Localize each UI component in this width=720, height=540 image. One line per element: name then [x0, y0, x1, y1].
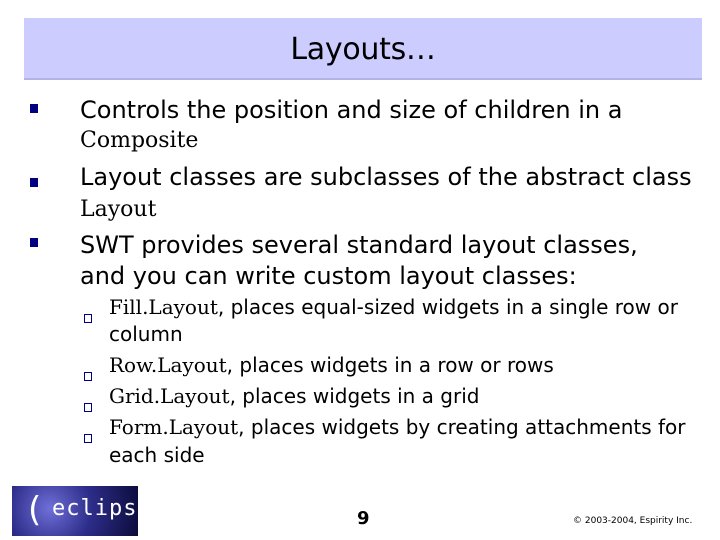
hollow-square-bullet-icon: [84, 314, 92, 323]
bullet-3-line-2: and you can write custom layout classes:: [80, 262, 577, 290]
description: , places widgets in a grid: [229, 384, 480, 408]
page-number: 9: [357, 508, 370, 529]
title-bar: [24, 18, 702, 80]
bullet-3-line-1: SWT provides several standard layout classes,: [80, 231, 638, 259]
bullet-2-line-1: Layout classes are subclasses of the abstract class: [80, 163, 692, 191]
square-bullet-icon: [30, 238, 38, 247]
description: , places equal-sized widgets in a single row or: [217, 295, 678, 319]
hollow-square-bullet-icon: [84, 372, 92, 381]
description: , places widgets by creating attachments for: [238, 415, 686, 439]
class-name: Fill.Layout: [109, 295, 218, 319]
logo-text: eclipse: [52, 496, 152, 521]
sub-bullet-3-line-1: [109, 381, 709, 411]
sub-bullet-4-line-1: [109, 412, 709, 442]
class-name: Form.Layout: [109, 415, 239, 439]
class-name: Grid.Layout: [109, 384, 230, 408]
square-bullet-icon: [30, 104, 38, 113]
sub-bullet-1-line-1: [109, 292, 709, 322]
description: , places widgets in a row or rows: [226, 353, 554, 377]
bullet-1-line-2: Composite: [80, 128, 199, 153]
bullet-2-line-2: Layout: [80, 197, 157, 222]
sub-bullet-1-line-2: column: [109, 322, 183, 346]
sub-bullet-4-line-2: each side: [109, 443, 205, 467]
hollow-square-bullet-icon: [84, 403, 92, 412]
logo-arc-icon: (: [28, 490, 42, 530]
square-bullet-icon: [30, 178, 38, 187]
bullet-1-line-1: Controls the position and size of children in a: [80, 96, 623, 124]
class-name: Row.Layout: [109, 353, 227, 377]
eclipse-logo: [12, 486, 152, 536]
hollow-square-bullet-icon: [84, 434, 92, 443]
sub-bullet-2-line-1: [109, 350, 709, 380]
slide-title: Layouts…: [290, 32, 436, 67]
copyright: © 2003-2004, Espirity Inc.: [573, 516, 693, 526]
